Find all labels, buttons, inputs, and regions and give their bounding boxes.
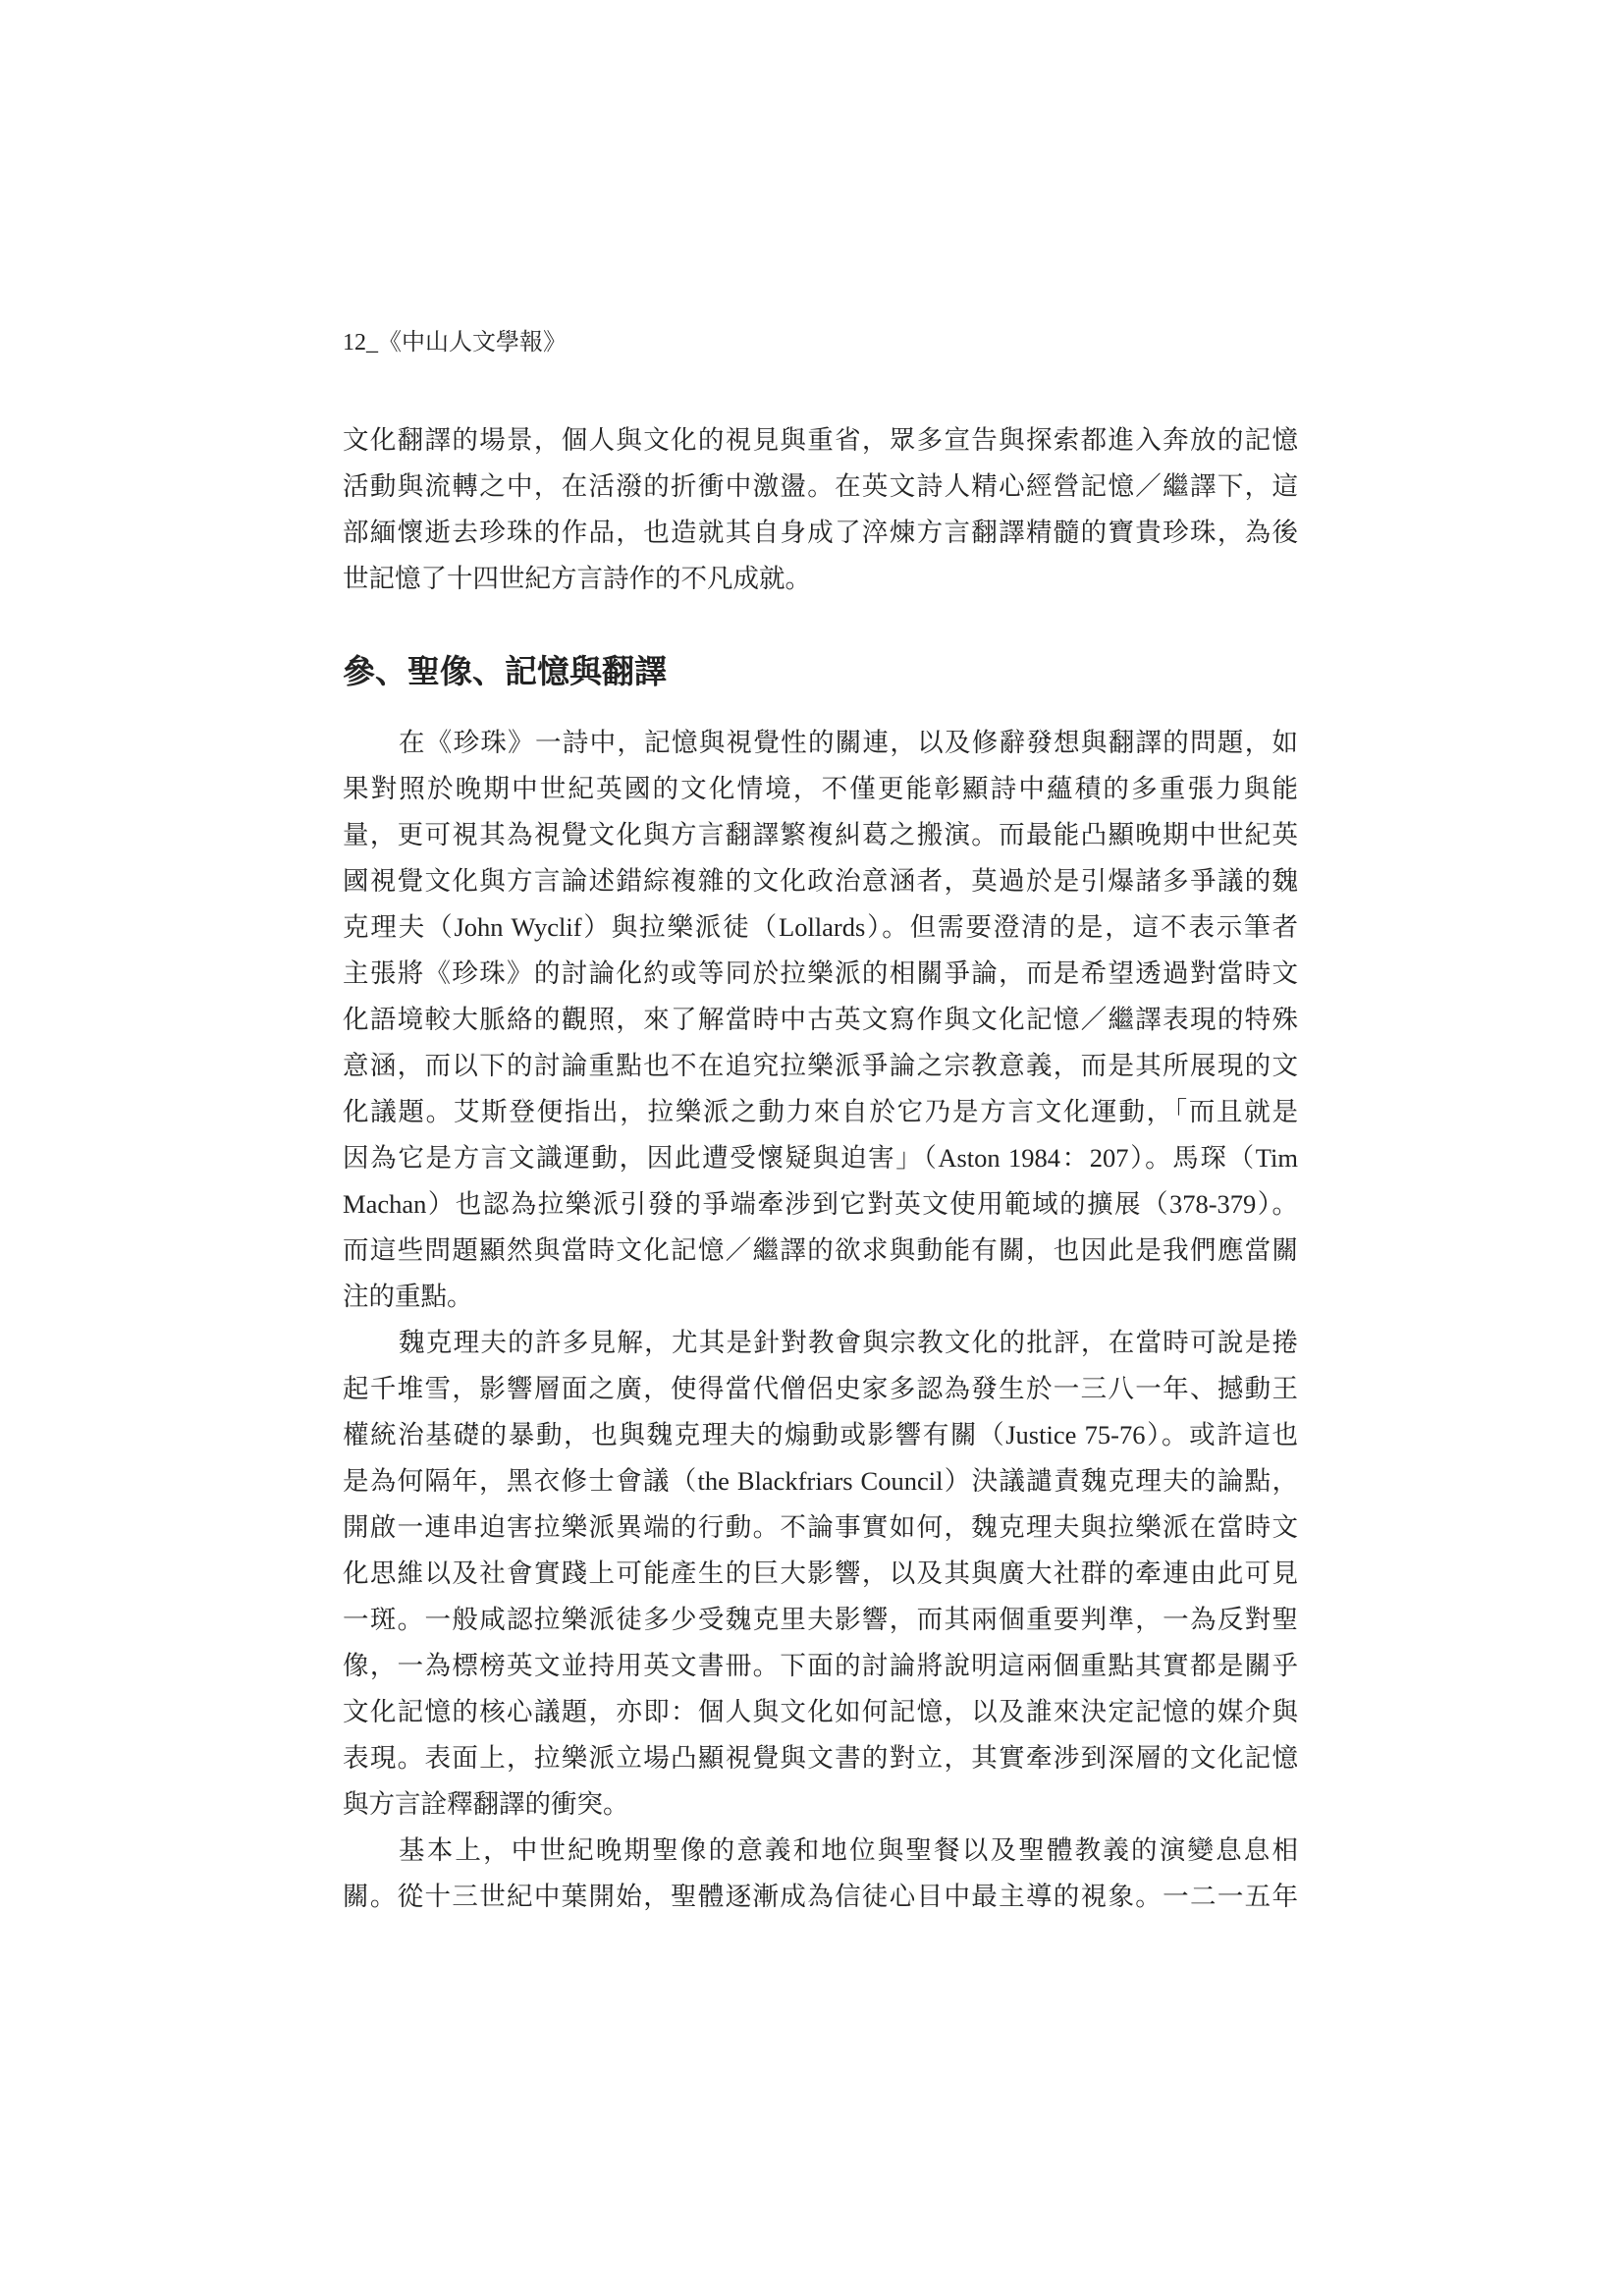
- text-line: 化語境較大脈絡的觀照，來了解當時中古英文寫作與文化記憶／繼譯表現的特殊: [343, 1005, 1298, 1034]
- paragraph: [343, 1320, 1298, 1828]
- text-line: 化議題。艾斯登便指出，拉樂派之動力來自於它乃是方言文化運動，「而且就是: [343, 1097, 1298, 1126]
- text-line: 基本上，中世紀晚期聖像的意義和地位與聖餐以及聖體教義的演變息息相: [399, 1835, 1298, 1865]
- text-line: 意涵，而以下的討論重點也不在追究拉樂派爭論之宗教意義，而是其所展現的文: [343, 1051, 1298, 1080]
- text-line: 因為它是方言文識運動，因此遭受懷疑與迫害」（Aston 1984：207）。馬琛（Tim: [343, 1143, 1298, 1173]
- text-line: 與方言詮釋翻譯的衝突。: [343, 1789, 629, 1819]
- text-line: 在《珍珠》一詩中，記憶與視覺性的關連，以及修辭發想與翻譯的問題，如: [399, 728, 1298, 757]
- text-line: 活動與流轉之中，在活潑的折衝中激盪。在英文詩人精心經營記憶／繼譯下，這: [343, 471, 1298, 501]
- text-line: 開啟一連串迫害拉樂派異端的行動。不論事實如何，魏克理夫與拉樂派在當時文: [343, 1512, 1298, 1542]
- text-line: 文化記憶的核心議題，亦即：個人與文化如何記憶，以及誰來決定記憶的媒介與: [343, 1697, 1298, 1726]
- text-line: 部緬懷逝去珍珠的作品，也造就其自身成了淬煉方言翻譯精髓的寶貴珍珠，為後: [343, 518, 1298, 547]
- section-heading: 參、聖像、記憶與翻譯: [343, 652, 667, 690]
- text-line: 表現。表面上，拉樂派立場凸顯視覺與文書的對立，其實牽涉到深層的文化記憶: [343, 1743, 1298, 1773]
- text-line: Machan）也認為拉樂派引發的爭端牽涉到它對英文使用範域的擴展（378-379）。: [343, 1189, 1298, 1219]
- text-line: 注的重點。: [343, 1282, 473, 1311]
- text-line: 國視覺文化與方言論述錯綜複雜的文化政治意涵者，莫過於是引爆諸多爭議的魏: [343, 866, 1298, 896]
- text-line: 主張將《珍珠》的討論化約或等同於拉樂派的相關爭論，而是希望透過對當時文: [343, 958, 1298, 988]
- paragraph: [343, 1828, 1298, 1920]
- section-body: [343, 720, 1298, 1920]
- text-line: 是為何隔年，黑衣修士會議（the Blackfriars Council）決議譴責魏克理夫的論點，: [343, 1466, 1298, 1496]
- paragraph: [343, 720, 1298, 1320]
- text-line: 起千堆雪，影響層面之廣，使得當代僧侶史家多認為發生於一三八一年、撼動王: [343, 1374, 1298, 1403]
- text-line: 量，更可視其為視覺文化與方言翻譯繁複糾葛之搬演。而最能凸顯晚期中世紀英: [343, 820, 1298, 849]
- text-line: 權統治基礎的暴動，也與魏克理夫的煽動或影響有關（Justice 75-76）。或許這也: [343, 1420, 1298, 1449]
- text-line: 化思維以及社會實踐上可能產生的巨大影響，以及其與廣大社群的牽連由此可見: [343, 1558, 1298, 1588]
- text-line: 關。從十三世紀中葉開始，聖體逐漸成為信徒心目中最主導的視象。一二一五年: [343, 1882, 1298, 1911]
- text-line: 果對照於晚期中世紀英國的文化情境，不僅更能彰顯詩中蘊積的多重張力與能: [343, 774, 1298, 803]
- text-line: 文化翻譯的場景，個人與文化的視見與重省，眾多宣告與探索都進入奔放的記憶: [343, 425, 1298, 455]
- text-line: 像，一為標榜英文並持用英文書冊。下面的討論將說明這兩個重點其實都是關乎: [343, 1651, 1298, 1680]
- text-line: 魏克理夫的許多見解，尤其是針對教會與宗教文化的批評，在當時可說是捲: [399, 1328, 1298, 1357]
- text-line: 世記憶了十四世紀方言詩作的不凡成就。: [343, 564, 811, 593]
- paragraph-intro: [343, 417, 1298, 602]
- text-line: 而這些問題顯然與當時文化記憶／繼譯的欲求與動能有關，也因此是我們應當關: [343, 1235, 1298, 1265]
- running-head: 12_《中山人文學報》: [343, 330, 567, 355]
- text-line: 克理夫（John Wyclif）與拉樂派徒（Lollards）。但需要澄清的是，這不表示筆者: [343, 912, 1298, 942]
- text-line: 一斑。一般咸認拉樂派徒多少受魏克里夫影響，而其兩個重要判準，一為反對聖: [343, 1605, 1298, 1634]
